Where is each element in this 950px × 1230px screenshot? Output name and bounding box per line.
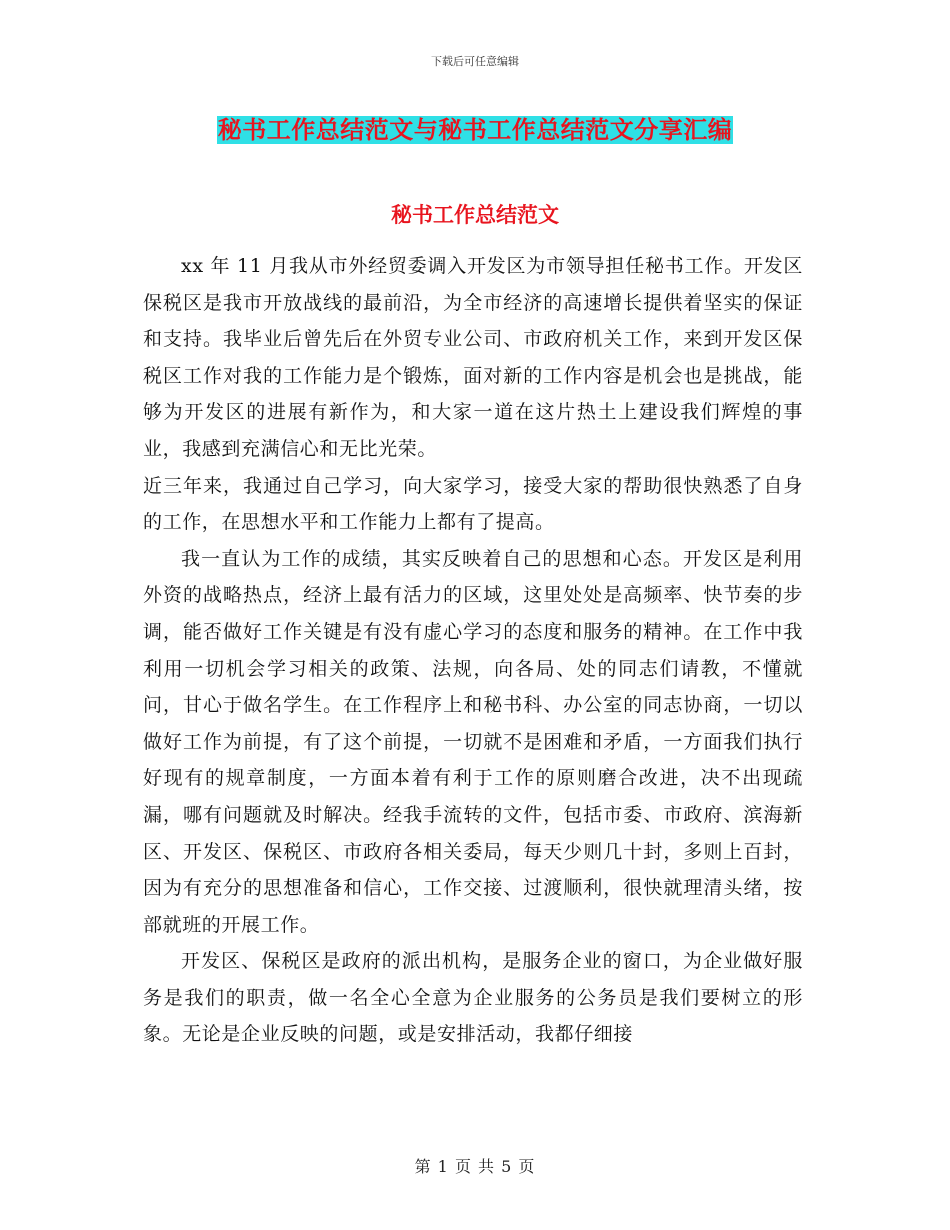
section-title: 秘书工作总结范文 — [391, 203, 559, 227]
paragraph-4: 开发区、保税区是政府的派出机构，是服务企业的窗口，为企业做好服务是我们的职责，做一名全心全意为企业服务的公务员是我们要树立的形象。无论是企业反映的问题，或是安排活动，我都仔细接 — [143, 950, 803, 1046]
document-body — [143, 248, 803, 1053]
main-title: 秘书工作总结范文与秘书工作总结范文分享汇编 — [217, 116, 733, 144]
paragraph-3: 我一直认为工作的成绩，其实反映着自己的思想和心态。开发区是利用外资的战略热点，经济上最有活力的区域，这里处处是高频率、快节奏的步调，能否做好工作关键是有没有虚心学习的态度和服务的精神。在工作中我利用一切机会学习相关的政策、法规，向各局、处的同志们请教，不懂就问，甘心于做名学生。在工作程序上和秘书科、办公室的同志协商，一切以做好工作为前提，有了这个前提，一切就不是困难和矛盾，一方面我们执行好现有的规章制度，一方面本着有利于工作的原则磨合改进，决不出现疏漏，哪有问题就及时解决。经我手流转的文件，包括市委、市政府、滨海新区、开发区、保税区、市政府各相关委局，每天少则几十封，多则上百封，因为有充分的思想准备和信心，工作交接、过渡顺利，很快就理清头绪，按部就班的开展工作。 — [143, 547, 803, 936]
paragraph-1: xx 年 11 月我从市外经贸委调入开发区为市领导担任秘书工作。开发区保税区是我市开放战线的最前沿，为全市经济的高速增长提供着坚实的保证和支持。我毕业后曾先后在外贸专业公司、市政府机关工作，来到开发区保税区工作对我的工作能力是个锻炼，面对新的工作内容是机会也是挑战，能够为开发区的进展有新作为，和大家一道在这片热土上建设我们辉煌的事业，我感到充满信心和无比光荣。 — [143, 255, 803, 460]
paragraph-2: 近三年来，我通过自己学习，向大家学习，接受大家的帮助很快熟悉了自身的工作，在思想水平和工作能力上都有了提高。 — [143, 474, 803, 534]
main-title-container — [0, 116, 950, 144]
page-number-footer: 第 1 页 共 5 页 — [414, 1157, 536, 1176]
header-note: 下载后可任意编辑 — [431, 55, 519, 68]
